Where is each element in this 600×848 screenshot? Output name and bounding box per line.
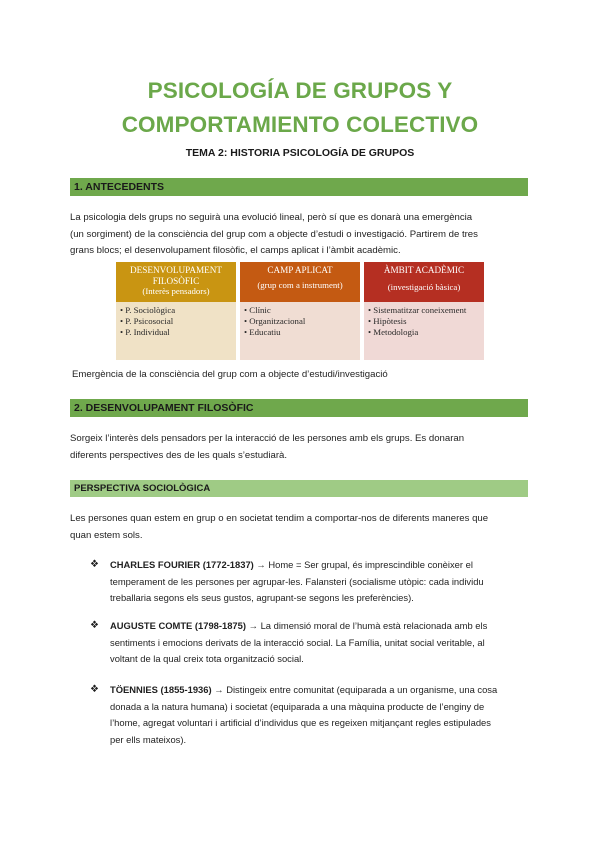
section-2-paragraph — [70, 431, 530, 464]
bullet-text: donada a la natura humana) i societat (equiparada a una màquina producte de l’enginy de — [110, 700, 485, 712]
text-line: Sorgeix l’interès dels pensadors per la interacció de les persones amb els grups. Es donaran — [70, 433, 465, 444]
list-item: • Clínic — [244, 305, 271, 315]
column-title: FILOSÒFIC — [152, 275, 200, 286]
bullet-text: per ells mateixos). — [110, 733, 187, 745]
column-title: CAMP APLICAT — [267, 265, 333, 275]
subsection-heading: PERSPECTIVA SOCIOLÒGICA — [70, 480, 528, 497]
bullet-text: temperament de les persones per agrupar-les. Falansteri (socialisme utòpic: cada individu — [110, 575, 484, 587]
diagram-column-header — [116, 262, 236, 302]
list-item: • P. Individual — [120, 327, 170, 337]
diagram-column-header — [240, 262, 360, 302]
diagram-column-applied — [240, 262, 360, 360]
text-line: quan estem sols. — [70, 529, 143, 541]
subsection-paragraph — [70, 511, 530, 544]
column-subtitle: (grup com a instrument) — [257, 279, 343, 290]
text-line: La psicologia dels grups no seguirà una evolució lineal, però sí que es donarà una emergència — [70, 212, 473, 223]
column-title: DESENVOLUPAMENT — [129, 265, 223, 275]
list-item: • Organitzacional — [244, 316, 306, 326]
bullet-fourier — [92, 557, 532, 607]
subtitle: TEMA 2: HISTORIA PSICOLOGÍA DE GRUPOS — [185, 147, 415, 159]
diagram-caption: Emergència de la consciència del grup com a objecte d’estudi/investigació — [72, 369, 388, 380]
list-item: • P. Psicosocial — [120, 316, 174, 326]
diamond-bullet-icon: ❖ — [90, 620, 99, 631]
diagram-column-header — [364, 262, 484, 302]
diagram-column-philosophical — [116, 262, 236, 360]
list-item: • Sistematitzar coneixement — [368, 305, 467, 315]
diamond-bullet-icon: ❖ — [90, 684, 99, 695]
bullet-text: → La dimensió moral de l’humà està relacionada amb els — [245, 620, 488, 631]
bullet-toennies — [92, 682, 532, 748]
bullet-text: → Home = Ser grupal, és imprescindible conèixer el — [253, 559, 473, 570]
bullet-comte — [92, 618, 532, 668]
title-line-1: PSICOLOGÍA DE GRUPOS Y — [147, 78, 453, 103]
bullet-author: AUGUSTE COMTE (1798-1875) — [110, 620, 246, 631]
bullet-text: → Distingeix entre comunitat (equiparada a un organisme, una cosa — [211, 684, 498, 695]
text-line: Les persones quan estem en grup o en societat tendim a comportar-nos de diferents maneres que — [70, 513, 489, 524]
list-item: • Metodologia — [368, 327, 419, 337]
diamond-bullet-icon: ❖ — [90, 559, 99, 570]
text-line: (un sorgiment) de la consciència del grup com a objecte d’estudi o investigació. Partirem de tres — [70, 228, 478, 240]
diagram-column-body — [364, 302, 484, 360]
column-title: ÀMBIT ACADÈMIC — [383, 265, 465, 275]
list-item: • P. Sociològica — [120, 305, 176, 315]
diagram-column-body — [240, 302, 360, 360]
list-item: • Educatiu — [244, 327, 281, 337]
diagram-column-academic — [364, 262, 484, 360]
bullet-text: sentiments i emocions derivats de la interacció social. La Família, unitat social veritable, al — [110, 636, 485, 648]
text-line: diferents perspectives des de les quals s’estudiarà. — [70, 449, 288, 461]
section-2-heading: 2. DESENVOLUPAMENT FILOSÒFIC — [70, 399, 528, 417]
emergence-diagram — [116, 262, 484, 360]
section-1-paragraph — [70, 210, 530, 260]
section-1-heading: 1. ANTECEDENTS — [70, 178, 528, 196]
diagram-column-body — [116, 302, 236, 360]
bullet-author: CHARLES FOURIER (1772-1837) — [110, 559, 254, 570]
bullet-text: l’home, agregat voluntari i artificial d’individus que es regeixen mitjançant regles estipulades — [110, 717, 491, 729]
column-subtitle: (investigació bàsica) — [387, 281, 461, 292]
bullet-author: TÖENNIES (1855-1936) — [110, 684, 212, 695]
bullet-text: treballaria segons els seus gustos, agrupant-se segons les preferències). — [110, 592, 414, 604]
column-subtitle: (Interès pensadors) — [142, 286, 210, 296]
text-line: grans blocs; el desenvolupament filosòfic, el camps aplicat i l’àmbit acadèmic. — [70, 245, 401, 257]
list-item: • Hipòtesis — [368, 316, 407, 326]
bullet-text: voltant de la qual creix tota organització social. — [110, 653, 304, 665]
title-line-2: COMPORTAMIENTO COLECTIVO — [121, 112, 479, 137]
